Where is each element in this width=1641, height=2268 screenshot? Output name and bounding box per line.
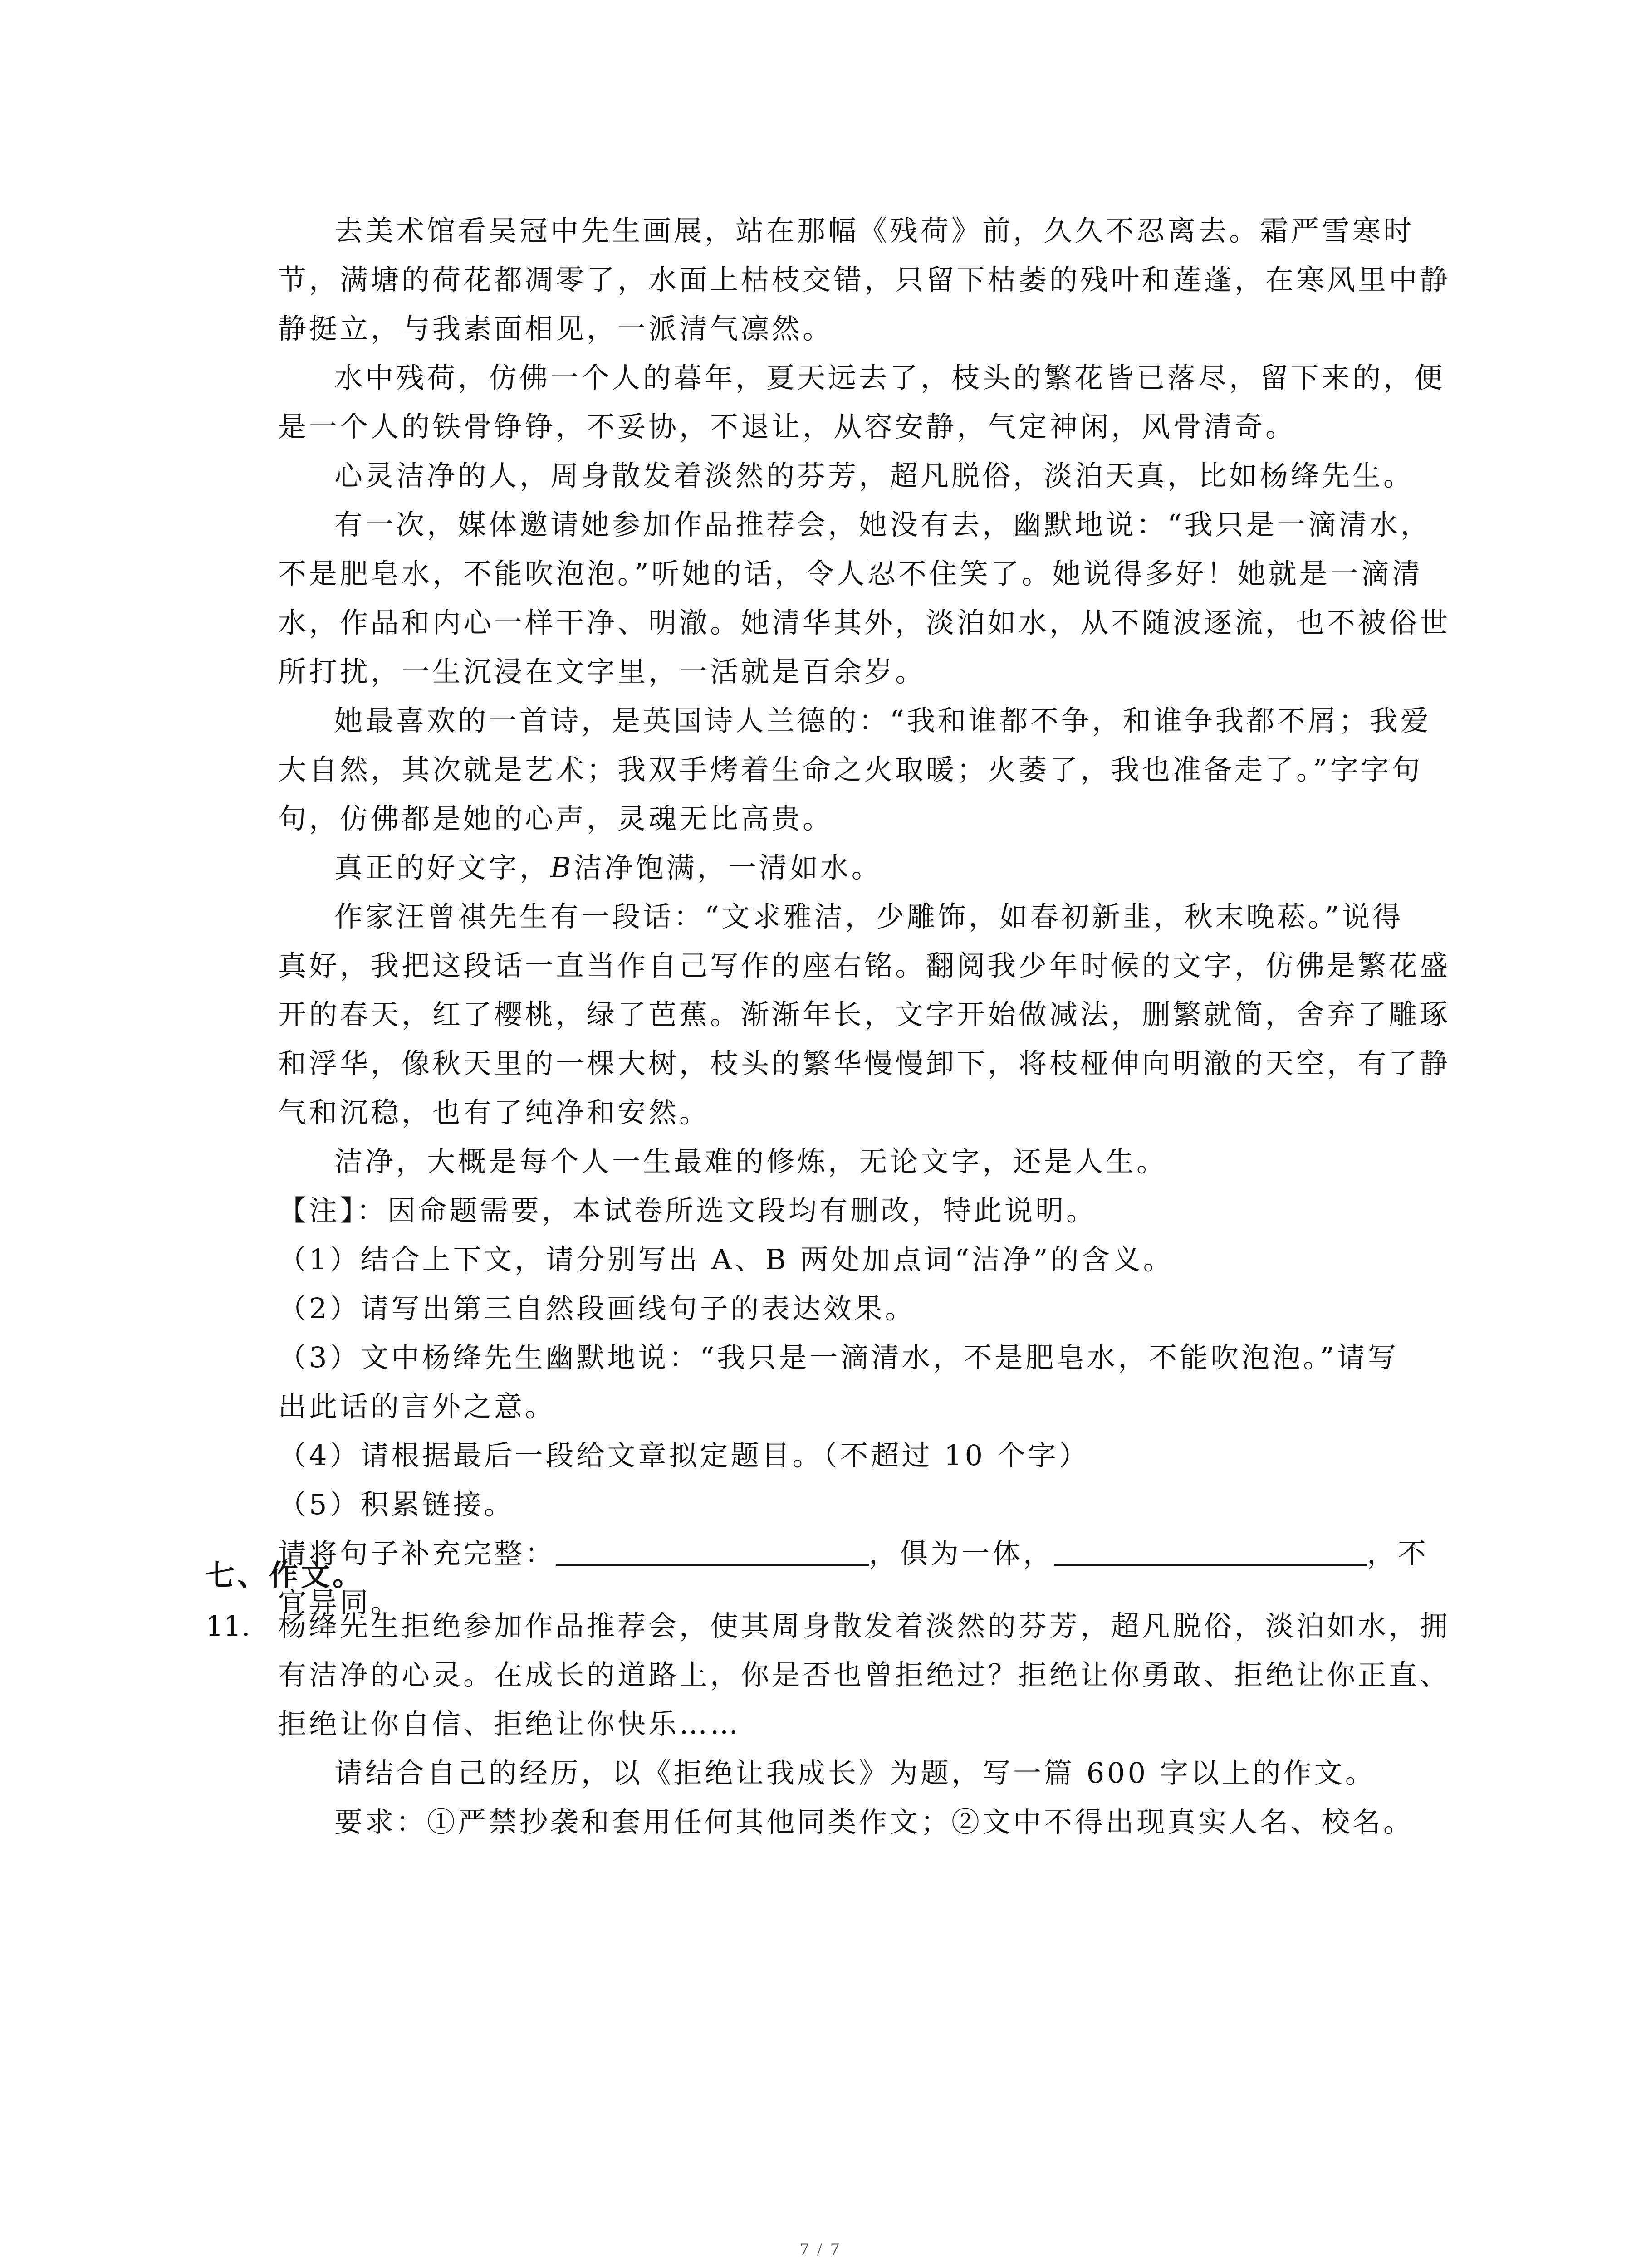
question-number: 11. <box>206 1609 250 1642</box>
fill-suffix: ，不 <box>1367 1537 1429 1570</box>
passage-line: 开的春天，红了樱桃，绿了芭蕉。渐渐年长，文字开始做减法，删繁就简，舍弃了雕琢 <box>278 998 1451 1031</box>
prompt-line: 有洁净的心灵。在成长的道路上，你是否也曾拒绝过？拒绝让你勇敢、拒绝让你正直、 <box>278 1658 1451 1691</box>
prompt-line: 拒绝让你自信、拒绝让你快乐…… <box>278 1707 741 1740</box>
question-3-cont: 出此话的言外之意。 <box>278 1390 556 1423</box>
passage-line: 真好，我把这段话一直当作自己写作的座右铭。翻阅我少年时候的文字，仿佛是繁花盛 <box>278 949 1451 982</box>
passage-text: 洁净饱满，一清如水。 <box>573 851 882 884</box>
question-5: （5）积累链接。 <box>278 1488 515 1521</box>
answer-blank-2[interactable] <box>1054 1537 1367 1566</box>
passage-line: 大自然，其次就是艺术；我双手烤着生命之火取暖；火萎了，我也准备走了。”字字句 <box>278 753 1423 786</box>
fill-in-line-cont: 宜异同。 <box>278 1586 402 1619</box>
prompt-line: 杨绛先生拒绝参加作品推荐会，使其周身散发着淡然的芬芳，超凡脱俗，淡泊如水，拥 <box>278 1609 1451 1642</box>
passage-line: 句，仿佛都是她的心声，灵魂无比高贵。 <box>278 802 834 835</box>
passage-line: 所打扰，一生沉浸在文字里，一活就是百余岁。 <box>278 655 926 688</box>
passage-line: 洁净，大概是每个人一生最难的修炼，无论文字，还是人生。 <box>334 1145 1168 1178</box>
passage-line: 和浮华，像秋天里的一棵大树，枝头的繁华慢慢卸下，将枝桠伸向明澈的天空，有了静 <box>278 1047 1451 1080</box>
page-number: 7 / 7 <box>799 2239 842 2259</box>
essay-instruction: 请结合自己的经历，以《拒绝让我成长》为题，写一篇 600 字以上的作文。 <box>334 1756 1376 1789</box>
fill-in-line <box>278 1529 1429 1578</box>
question-3: （3）文中杨绛先生幽默地说：“我只是一滴清水，不是肥皂水，不能吹泡泡。”请写 <box>278 1341 1399 1374</box>
fill-prefix: 请将句子补充完整： <box>278 1537 556 1570</box>
passage-line: 是一个人的铁骨铮铮，不妥协，不退让，从容安静，气定神闲，风骨清奇。 <box>278 410 1297 443</box>
note-line: 【注】：因命题需要，本试卷所选文段均有删改，特此说明。 <box>278 1194 1097 1227</box>
passage-line <box>278 843 1421 892</box>
reading-passage <box>278 206 1451 1627</box>
passage-line: 她最喜欢的一首诗，是英国诗人兰德的：“我和谁都不争，和谁争我都不屑；我爱 <box>334 704 1431 737</box>
answer-blank-1[interactable] <box>556 1537 869 1566</box>
passage-text: 真正的好文字， <box>334 851 551 884</box>
passage-line: 气和沉稳，也有了纯净和安然。 <box>278 1096 710 1129</box>
passage-line: 水中残荷，仿佛一个人的暮年，夏天远去了，枝头的繁花皆已落尽，留下来的，便 <box>334 361 1445 394</box>
question-2: （2）请写出第三自然段画线句子的表达效果。 <box>278 1292 916 1325</box>
fill-middle: ，俱为一体， <box>869 1537 1054 1570</box>
passage-line: 有一次，媒体邀请她参加作品推荐会，她没有去，幽默地说：“我只是一滴清水， <box>334 508 1431 541</box>
passage-line: 心灵洁净的人，周身散发着淡然的芬芳，超凡脱俗，淡泊天真，比如杨绛先生。 <box>334 459 1415 492</box>
passage-line: 不是肥皂水，不能吹泡泡。”听她的话，令人忍不住笑了。她说得多好！她就是一滴清 <box>278 557 1423 590</box>
passage-line: 节，满塘的荷花都凋零了，水面上枯枝交错，只留下枯萎的残叶和莲蓬，在寒风里中静 <box>278 263 1451 296</box>
passage-line: 静挺立，与我素面相见，一派清气凛然。 <box>278 312 834 345</box>
essay-requirement: 要求：①严禁抄袭和套用任何其他同类作文；②文中不得出现真实人名、校名。 <box>334 1805 1415 1838</box>
question-4: （4）请根据最后一段给文章拟定题目。（不超过 10 个字） <box>278 1439 1090 1472</box>
question-1: （1）结合上下文，请分别写出 A、B 两处加点词“洁净”的含义。 <box>278 1243 1174 1276</box>
passage-line: 水，作品和内心一样干净、明澈。她清华其外，淡泊如水，从不随波逐流，也不被俗世 <box>278 606 1451 639</box>
section-heading: 七、作文。 <box>206 1559 364 1593</box>
passage-line: 作家汪曾祺先生有一段话：“文求雅洁，少雕饰，如春初新韭，秋末晚菘。”说得 <box>334 900 1404 933</box>
marker-letter: B <box>550 851 574 884</box>
passage-line: 去美术馆看吴冠中先生画展，站在那幅《残荷》前，久久不忍离去。霜严雪寒时 <box>334 214 1415 247</box>
essay-prompt <box>278 1602 1451 1847</box>
